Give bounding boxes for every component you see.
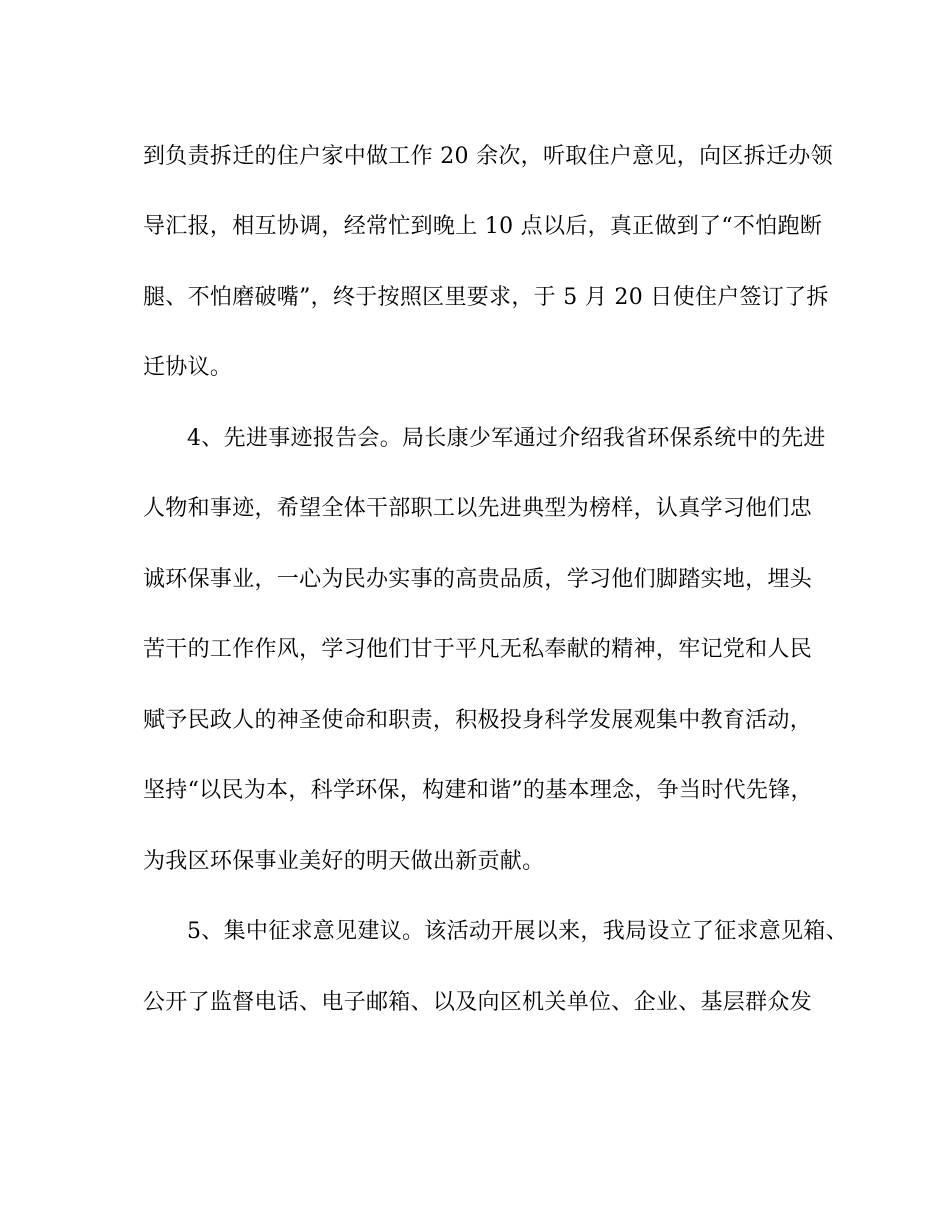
text-line: 公开了监督电话、电子邮箱、以及向区机关单位、企业、基层群众发 [143, 990, 813, 1015]
text-line: 导汇报，相互协调，经常忙到晚上 10 点以后，真正做到了“不怕跑断 [143, 214, 823, 239]
text-line: 人物和事迹，希望全体干部职工以先进典型为榜样，认真学习他们忠 [143, 496, 813, 521]
text-line: 腿、不怕磨破嘴”，终于按照区里要求，于 5 月 20 日使住户签订了拆 [143, 285, 829, 310]
text-line: 迁协议。 [143, 355, 233, 380]
paragraph-start-line: 4、先进事迹报告会。局长康少军通过介绍我省环保系统中的先进 [187, 426, 826, 451]
text-line: 坚持“以民为本，科学环保，构建和谐”的基本理念，争当时代先锋， [143, 778, 813, 803]
text-line: 赋予民政人的神圣使命和职责，积极投身科学发展观集中教育活动， [143, 708, 813, 733]
text-line: 诚环保事业，一心为民办实事的高贵品质，学习他们脚踏实地，埋头 [143, 567, 813, 592]
text-line: 为我区环保事业美好的明天做出新贡献。 [143, 849, 545, 874]
text-line: 苦干的工作作风，学习他们甘于平凡无私奉献的精神，牢记党和人民 [143, 637, 813, 662]
text-line: 到负责拆迁的住户家中做工作 20 余次，听取住户意见，向区拆迁办领 [143, 144, 833, 169]
paragraph-start-line: 5、集中征求意见建议。该活动开展以来，我局设立了征求意见箱、 [187, 919, 848, 944]
